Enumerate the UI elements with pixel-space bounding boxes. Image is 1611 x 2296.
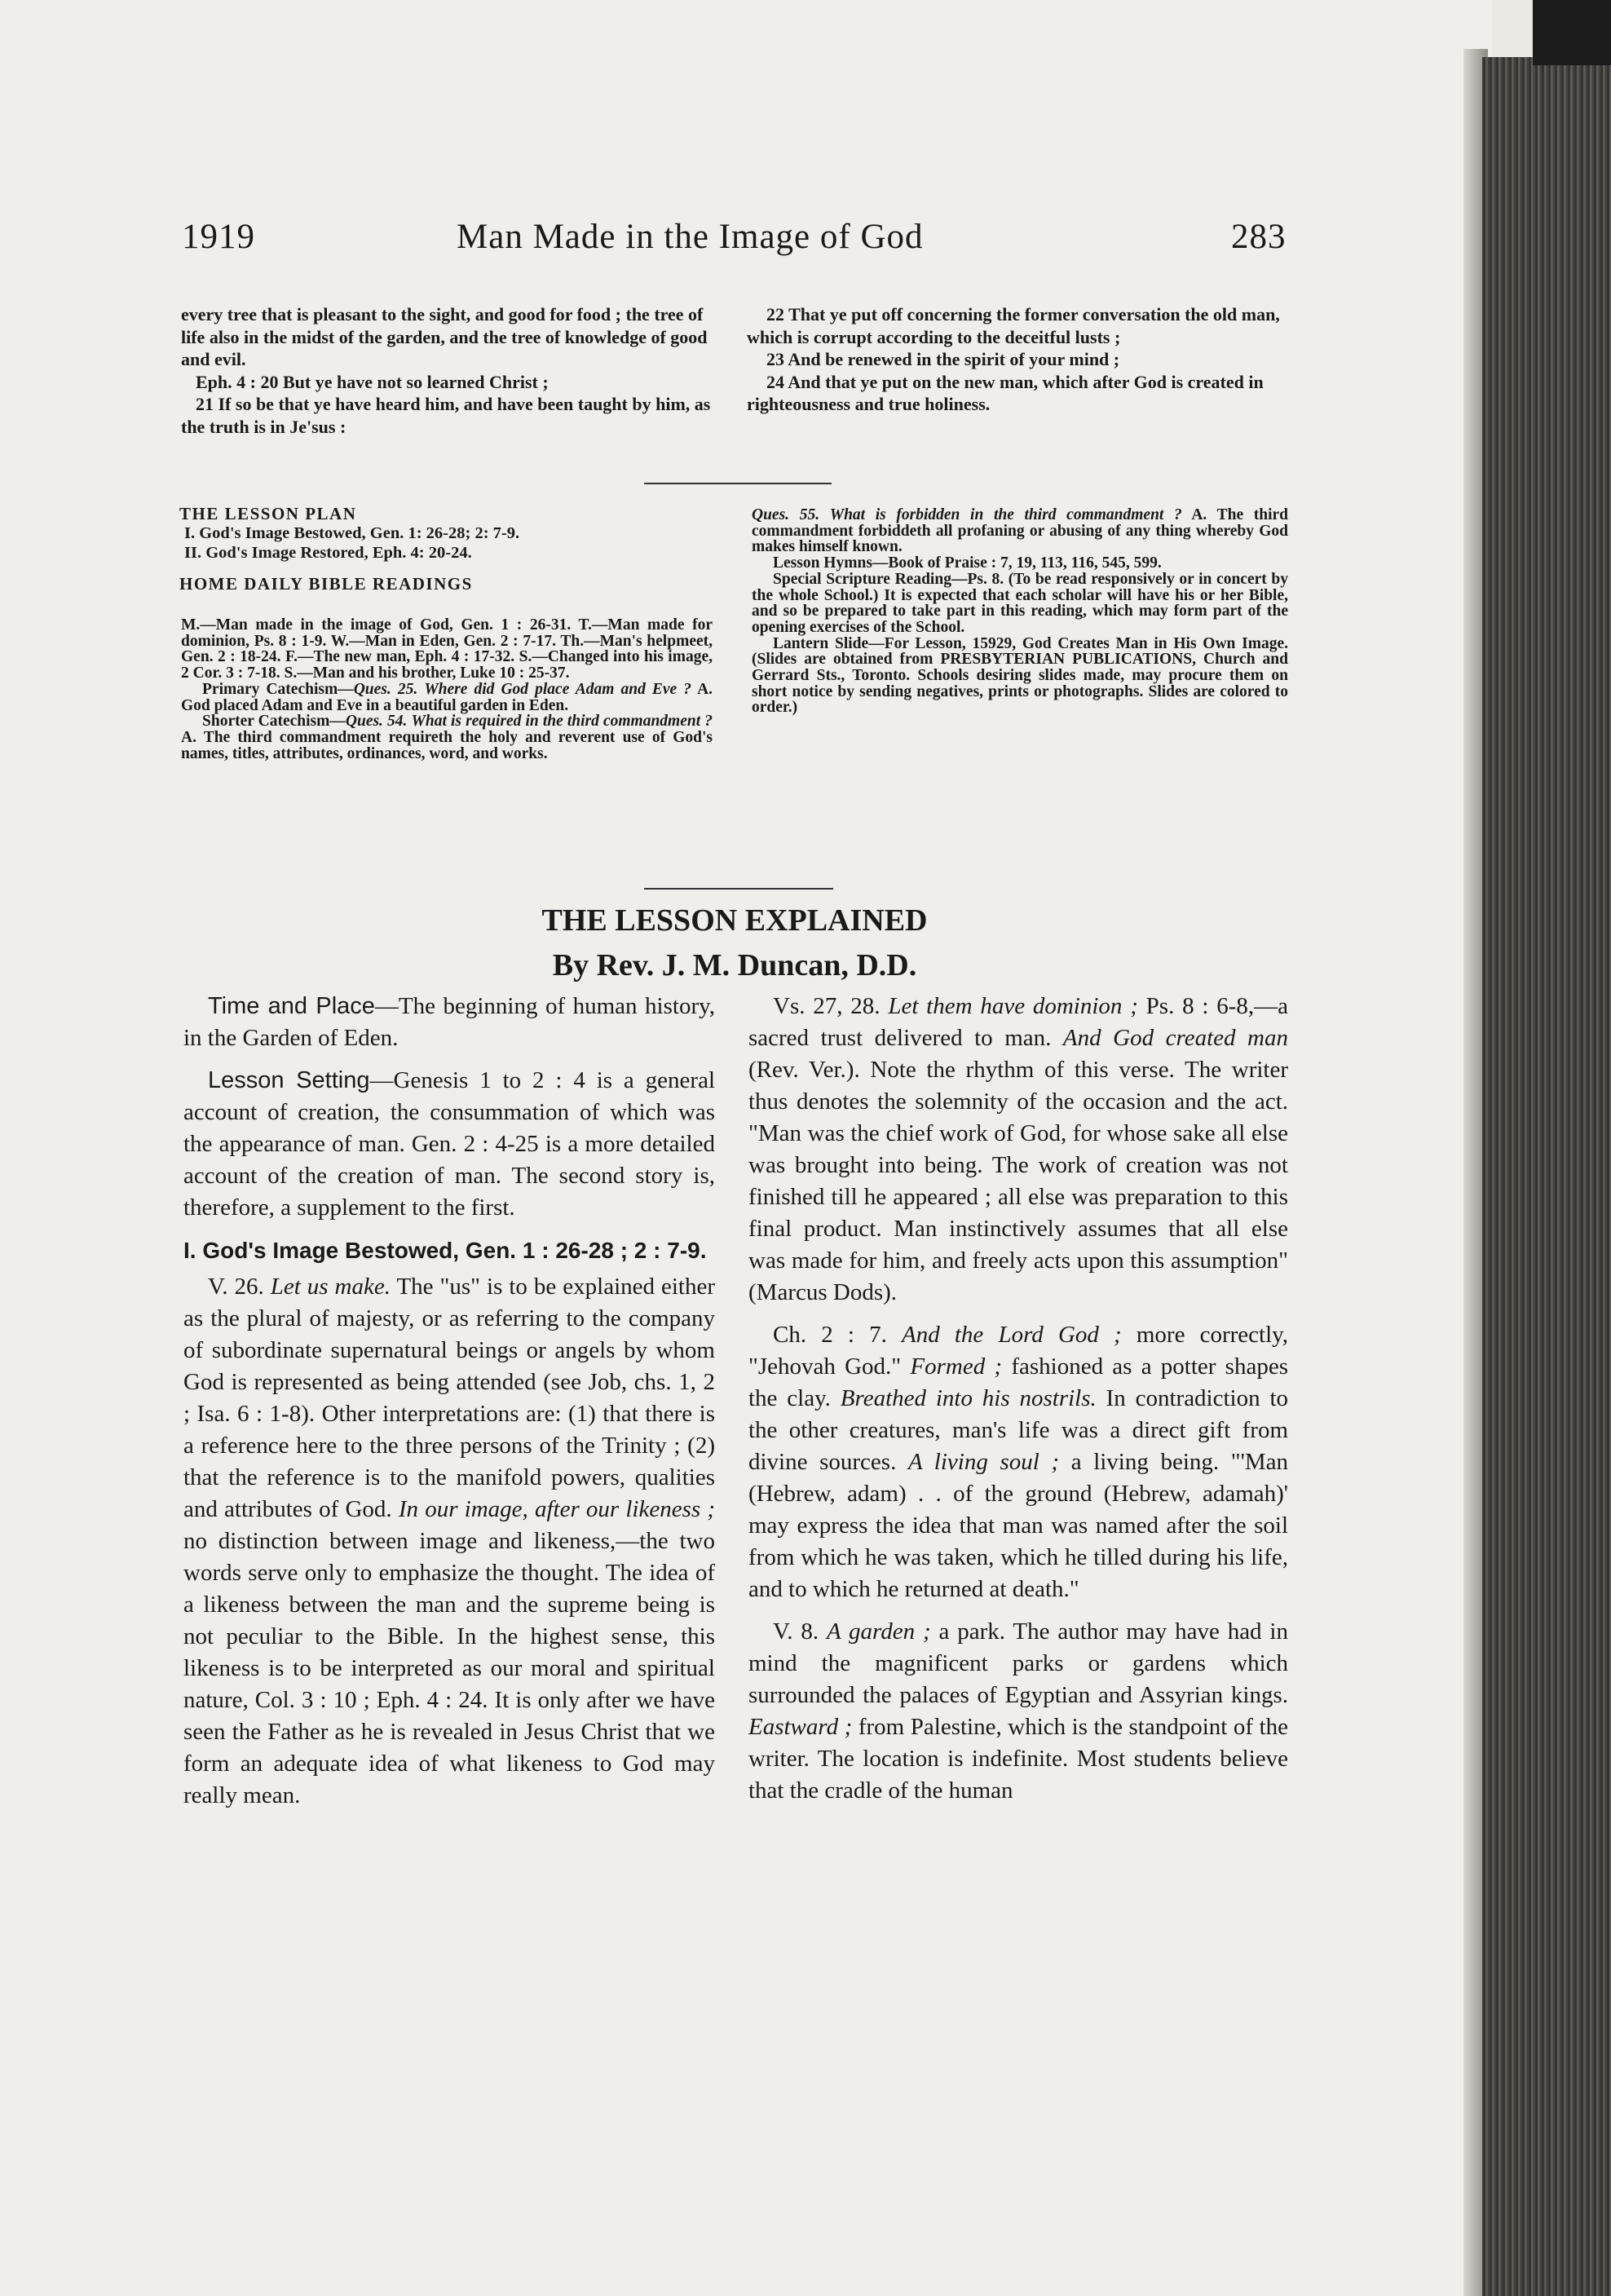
lesson-plan-item: II. God's Image Restored, Eph. 4: 20-24.	[184, 544, 472, 562]
scripture-right-column	[747, 303, 1285, 416]
verse-phrase: Breathed into his nostrils.	[840, 1385, 1097, 1411]
commentary-text: fashioned as a potter shapes the clay.	[748, 1353, 1288, 1411]
scan-border	[1533, 0, 1611, 65]
hymns-readings-column	[752, 507, 1288, 716]
time-place-label: Time and Place	[208, 993, 375, 1019]
shorter-catechism-answer2: A. The third commandment forbiddeth all profaning or abusing of any thing whereby God makes himself known.	[752, 506, 1289, 556]
home-readings-text: M.—Man made in the image of God, Gen. 1 : 26-31. T.—Man made for dominion, Ps. 8 : 1-9. W.—Man in Eden, Gen. 2 : 7-17. Th.—Man's helpmeet, Gen. 2 : 18-24. F.—The new man, Eph. 4 : 17-32. S.—Changed into his image, 2 Cor. 3 : 7-18. S.—Man and his brother, Luke 10 : 25-37.	[181, 616, 713, 682]
primary-catechism	[181, 682, 713, 713]
verse-ref: V. 26.	[208, 1274, 264, 1300]
shorter-catechism-question2: What is forbidden in the third commandment ?	[829, 506, 1182, 523]
special-reading-text: —Ps. 8. (To be read responsively or in concert by the whole School.) It is expected that each scholar will have his or her Bible, and so be prepared to take part in this reading, which may form part of the opening exercises of the School.	[752, 570, 1288, 636]
shorter-catechism-ques2: Ques. 55.	[752, 506, 820, 523]
primary-catechism-ques: —Ques. 25.	[338, 680, 418, 698]
section-heading: I. God's Image Bestowed, Gen. 1 : 26-28 ; 2 : 7-9.	[183, 1238, 707, 1263]
shorter-catechism-question: What is required in the third commandment ?	[411, 713, 713, 731]
commentary-text: The "us" is to be explained either as the plural of majesty, or as referring to the company of subordinate supernatural beings or angels by whom God is represented as being attended (see Job, chs. 1, 2 ; Isa. 6 : 1-8). Other interpretations are: (1) that there is a reference here to the three persons of the Trinity ; (2) that the reference is to the manifold powers, qualities and attributes of God.	[183, 1274, 716, 1522]
lesson-explained-title: THE LESSON EXPLAINED	[541, 903, 928, 938]
commentary-text: a park. The author may have had in mind the magnificent parks or gardens which surrounded the palaces of Egyptian and Assyrian kings.	[748, 1618, 1288, 1708]
commentary-text: Ps. 8 : 6-8,—a sacred trust delivered to man.	[748, 993, 1289, 1051]
primary-catechism-label: Primary Catechism	[202, 680, 338, 698]
header-title: Man Made in the Image of God	[457, 218, 924, 256]
verse-phrase: In our image, after our likeness ;	[398, 1496, 715, 1522]
primary-catechism-question: Where did God place Adam and Eve ?	[424, 680, 692, 698]
lesson-hymns-label: Lesson Hymns	[773, 554, 872, 572]
shorter-catechism-label: Shorter Catechism	[202, 713, 330, 731]
commentary-text: In contradiction to the other creatures, man's life was a direct gift from divine sources.	[748, 1385, 1288, 1475]
verse-phrase: A garden ;	[826, 1618, 931, 1645]
explained-right-column	[748, 991, 1288, 1817]
lesson-setting-label: Lesson Setting	[208, 1067, 370, 1093]
header-year: 1919	[182, 218, 255, 256]
verse-phrase: Let them have dominion ;	[888, 993, 1138, 1019]
shorter-catechism	[181, 713, 713, 762]
lantern-slide-label: Lantern Slide	[773, 634, 869, 652]
primary-catechism-answer: A. God placed Adam and Eve in a beautiful garden in Eden.	[181, 680, 713, 714]
divider-rule	[644, 888, 833, 890]
lesson-plan-item: I. God's Image Bestowed, Gen. 1: 26-28; 2: 7-9.	[184, 524, 520, 542]
home-readings-section	[181, 617, 713, 762]
commentary-text: from Palestine, which is the standpoint of the writer. The location is indefinite. Most students believe that the cradle of the human	[748, 1714, 1288, 1804]
time-place-text: —The beginning of human history, in the Garden of Eden.	[183, 993, 715, 1051]
verse-ref: Ch. 2 : 7.	[773, 1322, 887, 1348]
scripture-verse: every tree that is pleasant to the sight, and good for food ; the tree of life also in the midst of the garden, and the tree of knowledge of good and evil.	[181, 304, 708, 369]
commentary-text: more correctly, "Jehovah God."	[748, 1322, 1289, 1380]
running-header	[0, 217, 1468, 282]
commentary-text: no distinction between image and likeness,—the two words serve only to emphasize the thought. The idea of a likeness between the man and the supreme being is not peculiar to the Bible. In the highest sense, this likeness is to be interpreted as our moral and spiritual nature, Col. 3 : 10 ; Eph. 4 : 24. It is only after we have seen the Father as he is revealed in Jesus Christ that we form an adequate idea of what likeness to God may really mean.	[183, 1528, 715, 1808]
divider-rule	[644, 483, 832, 484]
lesson-plan-section	[179, 504, 714, 594]
lesson-plan-heading: THE LESSON PLAN	[179, 504, 357, 523]
header-page-number: 283	[1231, 218, 1287, 256]
verse-phrase: Eastward ;	[748, 1714, 853, 1740]
lantern-slide-text: —For Lesson, 15929, God Creates Man in His Own Image. (Slides are obtained from PRESBYTERIAN PUBLICATIONS, Church and Gerrard Sts., Toronto. Schools desiring slides made, may procure them on short notice by sending negatives, prints or photographs. Slides are colored to order.)	[752, 634, 1288, 717]
commentary-text: a living being. "'Man (Hebrew, adam) . . of the ground (Hebrew, adamah)' may express the idea that man was named after the soil from which he was taken, which he tilled during his life, and to which he returned at death."	[748, 1449, 1289, 1602]
lesson-hymns-text: —Book of Praise : 7, 19, 113, 116, 545, 599.	[872, 554, 1162, 572]
verse-phrase: A living soul ;	[907, 1449, 1060, 1475]
scripture-left-column	[181, 303, 711, 438]
special-reading-label: Special Scripture Reading	[773, 570, 951, 588]
scripture-verse: 21 If so be that ye have heard him, and have been taught by him, as the truth is in Je'sus :	[181, 394, 711, 437]
verse-ref: V. 8.	[773, 1618, 819, 1645]
book-page-edges	[1482, 57, 1611, 2296]
verse-phrase: Let us make.	[270, 1274, 391, 1300]
scripture-verse: 23 And be renewed in the spirit of your mind ;	[766, 349, 1120, 369]
scripture-verse: 22 That ye put off concerning the former conversation the old man, which is corrupt according to the deceitful lusts ;	[747, 304, 1280, 347]
shorter-catechism-ques: —Ques. 54.	[329, 713, 408, 731]
scripture-verse: 24 And that ye put on the new man, which after God is created in righteousness and true holiness.	[747, 371, 1264, 414]
home-readings-heading: HOME DAILY BIBLE READINGS	[179, 574, 473, 594]
verse-ref: Vs. 27, 28.	[773, 993, 881, 1019]
explained-left-column	[183, 991, 715, 1822]
verse-phrase: And God created man	[1062, 1025, 1289, 1051]
lesson-explained-byline: By Rev. J. M. Duncan, D.D.	[552, 948, 917, 982]
shorter-catechism-answer: A. The third commandment requireth the holy and reverent use of God's names, titles, attributes, ordinances, word, and works.	[181, 728, 713, 762]
lesson-setting-text: —Genesis 1 to 2 : 4 is a general account of creation, the consummation of which was the appearance of man. Gen. 2 : 4-25 is a more detailed account of the creation of man. The second story is, therefore, a supplement to the first.	[183, 1067, 715, 1221]
commentary-text: (Rev. Ver.). Note the rhythm of this verse. The writer thus denotes the solemnity of the occasion and the act. "Man was the chief work of God, for whose sake all else was brought into being. The work of creation was not finished till he appeared ; all else was preparation to this final product. Man instinctively assumes that all else was made for him, and freely acts upon this assumption" (Marcus Dods).	[748, 1057, 1288, 1305]
verse-phrase: Formed ;	[910, 1353, 1003, 1380]
verse-phrase: And the Lord God ;	[902, 1322, 1122, 1348]
scripture-verse: Eph. 4 : 20 But ye have not so learned Christ ;	[196, 371, 549, 392]
